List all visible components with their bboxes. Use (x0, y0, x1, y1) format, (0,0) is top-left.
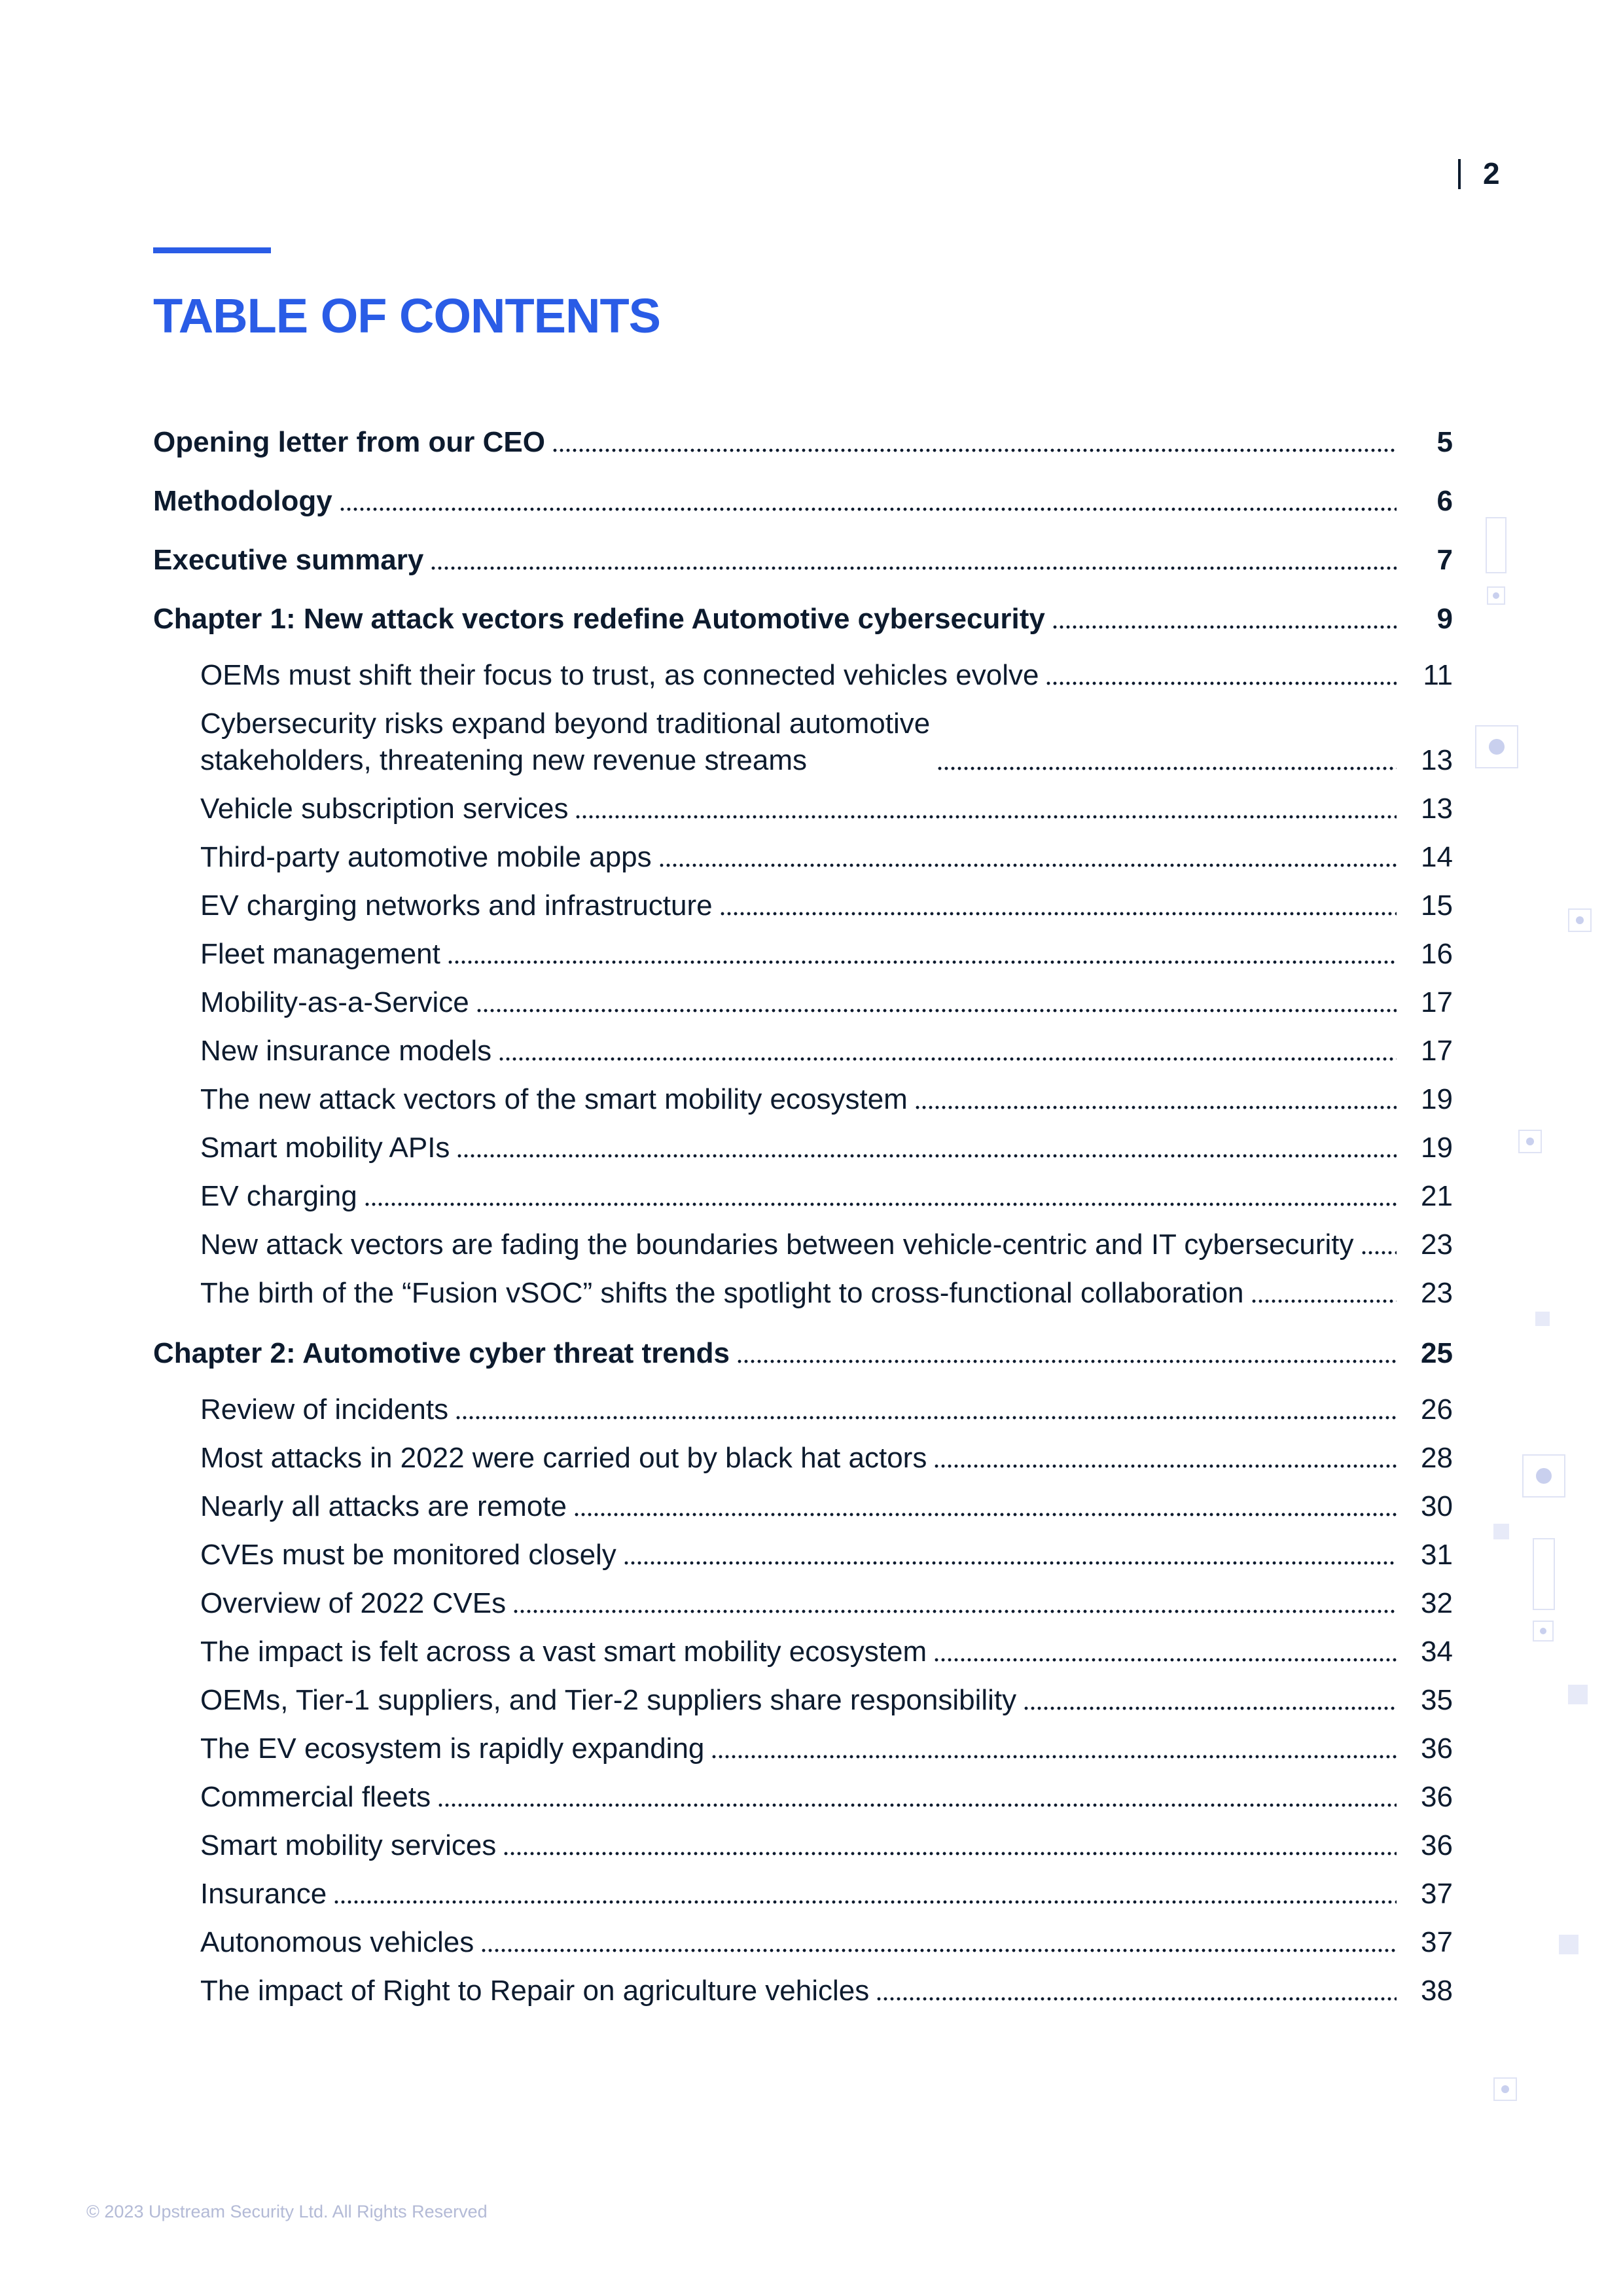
decorative-square-icon (1568, 1685, 1588, 1704)
toc-entry-page-number: 37 (1421, 1926, 1453, 1958)
toc-entry-label: The new attack vectors of the smart mobility ecosystem (200, 1083, 908, 1115)
toc-entry-page-number: 31 (1421, 1539, 1453, 1571)
toc-section-entry[interactable] (153, 1429, 1453, 1478)
toc-section-entry[interactable] (153, 1265, 1453, 1313)
toc-section-entry[interactable] (153, 1623, 1453, 1672)
toc-section-entry[interactable] (153, 974, 1453, 1022)
toc-dot-leader (339, 507, 1397, 512)
toc-dot-leader (1052, 624, 1397, 630)
toc-dot-leader (476, 1008, 1397, 1013)
toc-dot-leader (1361, 1250, 1397, 1255)
toc-entry-label: Review of incidents (200, 1393, 449, 1426)
toc-entry-label: Opening letter from our CEO (153, 426, 545, 458)
toc-dot-leader (430, 565, 1397, 571)
toc-section-entry[interactable] (153, 1022, 1453, 1071)
toc-section-entry[interactable] (153, 1575, 1453, 1623)
toc-entry-page-number: 28 (1421, 1442, 1453, 1474)
toc-dot-leader (437, 1803, 1397, 1808)
toc-dot-leader (936, 766, 1397, 771)
toc-entry-page-number: 37 (1421, 1878, 1453, 1910)
toc-dot-leader (447, 960, 1397, 965)
toc-chapter-entry[interactable] (153, 529, 1453, 588)
toc-entry-page-number: 38 (1421, 1975, 1453, 2007)
toc-dot-leader (480, 1948, 1397, 1953)
toc-section-entry[interactable] (153, 1914, 1453, 1962)
toc-dot-leader (333, 1899, 1397, 1905)
toc-dot-leader (1023, 1706, 1397, 1711)
toc-section-entry[interactable] (153, 829, 1453, 877)
toc-section-entry[interactable] (153, 1478, 1453, 1526)
toc-entry-page-number: 13 (1421, 793, 1453, 825)
toc-entry-label: OEMs, Tier-1 suppliers, and Tier-2 suppliers share responsibility (200, 1684, 1017, 1716)
decorative-square-icon (1533, 1621, 1554, 1641)
toc-entry-label: The EV ecosystem is rapidly expanding (200, 1732, 705, 1765)
toc-entry-page-number: 17 (1421, 986, 1453, 1018)
toc-entry-page-number: 36 (1421, 1829, 1453, 1861)
toc-entry-page-number: 16 (1421, 938, 1453, 970)
toc-entry-page-number: 26 (1421, 1393, 1453, 1426)
toc-entry-label: Vehicle subscription services (200, 793, 569, 825)
toc-entry-label: Smart mobility APIs (200, 1132, 450, 1164)
decorative-square-icon (1493, 1524, 1509, 1539)
toc-dot-leader (1045, 681, 1397, 686)
toc-entry-page-number: 13 (1421, 744, 1453, 776)
toc-entry-label: Cybersecurity risks expand beyond traditional automotive stakeholders, threatening new revenue streams (200, 708, 931, 776)
toc-entry-label: Commercial fleets (200, 1781, 431, 1813)
toc-entry-page-number: 35 (1421, 1684, 1453, 1716)
toc-entry-label: EV charging (200, 1180, 357, 1212)
toc-dot-leader (658, 863, 1397, 868)
title-accent-line (153, 247, 271, 253)
toc-entry-label: The impact is felt across a vast smart mobility ecosystem (200, 1636, 927, 1668)
toc-section-entry[interactable] (153, 1962, 1453, 2011)
decorative-square-icon (1493, 2077, 1517, 2101)
toc-entry-label: The birth of the “Fusion vSOC” shifts the spotlight to cross-functional collaboration (200, 1277, 1244, 1309)
toc-entry-page-number: 19 (1421, 1083, 1453, 1115)
toc-entry-label: New attack vectors are fading the boundaries between vehicle-centric and IT cybersecurity (200, 1229, 1354, 1261)
toc-dot-leader (456, 1153, 1397, 1158)
toc-dot-leader (933, 1463, 1397, 1469)
toc-dot-leader (1251, 1299, 1397, 1304)
toc-entry-page-number: 23 (1421, 1229, 1453, 1261)
toc-entry-page-number: 6 (1436, 485, 1453, 517)
toc-dot-leader (498, 1056, 1397, 1062)
toc-section-entry[interactable] (153, 780, 1453, 829)
toc-entry-label: Chapter 1: New attack vectors redefine Automotive cybersecurity (153, 603, 1045, 635)
toc-dot-leader (512, 1609, 1397, 1614)
page-number-value: 2 (1483, 156, 1501, 190)
toc-section-entry[interactable] (153, 925, 1453, 974)
toc-dot-leader (623, 1560, 1397, 1566)
toc-dot-leader (719, 911, 1397, 916)
toc-entry-label: Autonomous vehicles (200, 1926, 474, 1958)
toc-entry-label: Insurance (200, 1878, 327, 1910)
toc-dot-leader (933, 1657, 1397, 1662)
toc-entry-page-number: 9 (1436, 603, 1453, 635)
footer-copyright: © 2023 Upstream Security Ltd. All Rights Reserved (86, 2202, 488, 2221)
toc-section-entry[interactable] (153, 1768, 1453, 1817)
toc-entry-label: EV charging networks and infrastructure (200, 889, 713, 922)
toc-entry-label: CVEs must be monitored closely (200, 1539, 616, 1571)
toc-entry-label: Third-party automotive mobile apps (200, 841, 652, 873)
toc-section-entry[interactable] (153, 1119, 1453, 1168)
toc-chapter-entry[interactable] (153, 588, 1453, 647)
toc-entry-page-number: 14 (1421, 841, 1453, 873)
decorative-square-icon (1568, 908, 1592, 932)
toc-entry-page-number: 5 (1436, 426, 1453, 458)
toc-entry-label: Chapter 2: Automotive cyber threat trends (153, 1337, 730, 1369)
toc-entry-label: OEMs must shift their focus to trust, as connected vehicles evolve (200, 659, 1039, 691)
decorative-square-icon (1533, 1538, 1555, 1610)
toc-dot-leader (455, 1415, 1397, 1420)
toc-entry-page-number: 23 (1421, 1277, 1453, 1309)
page-title: TABLE OF CONTENTS (153, 289, 661, 343)
toc-chapter-entry[interactable] (153, 1313, 1453, 1381)
toc-chapter-entry[interactable] (153, 411, 1453, 470)
toc-section-entry[interactable] (153, 1216, 1453, 1265)
toc-entry-page-number: 7 (1436, 544, 1453, 576)
toc-section-entry[interactable] (153, 695, 1453, 780)
toc-section-entry[interactable] (153, 1865, 1453, 1914)
toc-entry-label: Overview of 2022 CVEs (200, 1587, 507, 1619)
toc-dot-leader (552, 448, 1397, 453)
toc-section-entry[interactable] (153, 1817, 1453, 1865)
toc-entry-label: Nearly all attacks are remote (200, 1490, 567, 1522)
toc-entry-page-number: 30 (1421, 1490, 1453, 1522)
page-number (1458, 156, 1501, 191)
toc-section-entry[interactable] (153, 1071, 1453, 1119)
toc-entry-page-number: 25 (1421, 1337, 1453, 1369)
toc-entry-label: The impact of Right to Repair on agriculture vehicles (200, 1975, 870, 2007)
decorative-square-icon (1522, 1454, 1565, 1498)
decorative-square-icon (1518, 1130, 1542, 1153)
toc-entry-label: Fleet management (200, 938, 440, 970)
toc-entry-label: Mobility-as-a-Service (200, 986, 469, 1018)
toc-entry-page-number: 36 (1421, 1781, 1453, 1813)
toc-entry-label: Executive summary (153, 544, 424, 576)
toc-entry-page-number: 34 (1421, 1636, 1453, 1668)
toc-section-entry[interactable] (153, 1381, 1453, 1429)
decorative-square-icon (1487, 586, 1505, 605)
toc-dot-leader (876, 1996, 1397, 2001)
toc-entry-page-number: 32 (1421, 1587, 1453, 1619)
decorative-square-icon (1475, 725, 1518, 768)
page-number-divider (1458, 159, 1461, 189)
toc-entry-page-number: 19 (1421, 1132, 1453, 1164)
toc-section-entry[interactable] (153, 1168, 1453, 1216)
decorative-square-icon (1486, 517, 1507, 573)
toc-section-entry[interactable] (153, 1526, 1453, 1575)
toc-dot-leader (914, 1105, 1397, 1110)
toc-entry-page-number: 36 (1421, 1732, 1453, 1765)
toc-section-entry[interactable] (153, 877, 1453, 925)
toc-entry-label: Most attacks in 2022 were carried out by black hat actors (200, 1442, 927, 1474)
toc-section-entry[interactable] (153, 647, 1453, 695)
toc-dot-leader (503, 1851, 1397, 1856)
toc-entry-label: Smart mobility services (200, 1829, 497, 1861)
decorative-square-icon (1535, 1312, 1550, 1326)
decorative-square-icon (1559, 1935, 1578, 1954)
toc-entry-page-number: 17 (1421, 1035, 1453, 1067)
toc-section-entry[interactable] (153, 1720, 1453, 1768)
toc-entry-page-number: 15 (1421, 889, 1453, 922)
toc-dot-leader (575, 814, 1397, 819)
table-of-contents (153, 411, 1453, 2011)
toc-dot-leader (711, 1754, 1397, 1759)
toc-entry-page-number: 11 (1423, 659, 1453, 691)
toc-entry-label: Methodology (153, 485, 332, 517)
toc-chapter-entry[interactable] (153, 470, 1453, 529)
toc-dot-leader (573, 1512, 1397, 1517)
toc-entry-label: New insurance models (200, 1035, 492, 1067)
toc-dot-leader (364, 1202, 1397, 1207)
toc-entry-page-number: 21 (1421, 1180, 1453, 1212)
toc-dot-leader (736, 1359, 1397, 1364)
toc-section-entry[interactable] (153, 1672, 1453, 1720)
